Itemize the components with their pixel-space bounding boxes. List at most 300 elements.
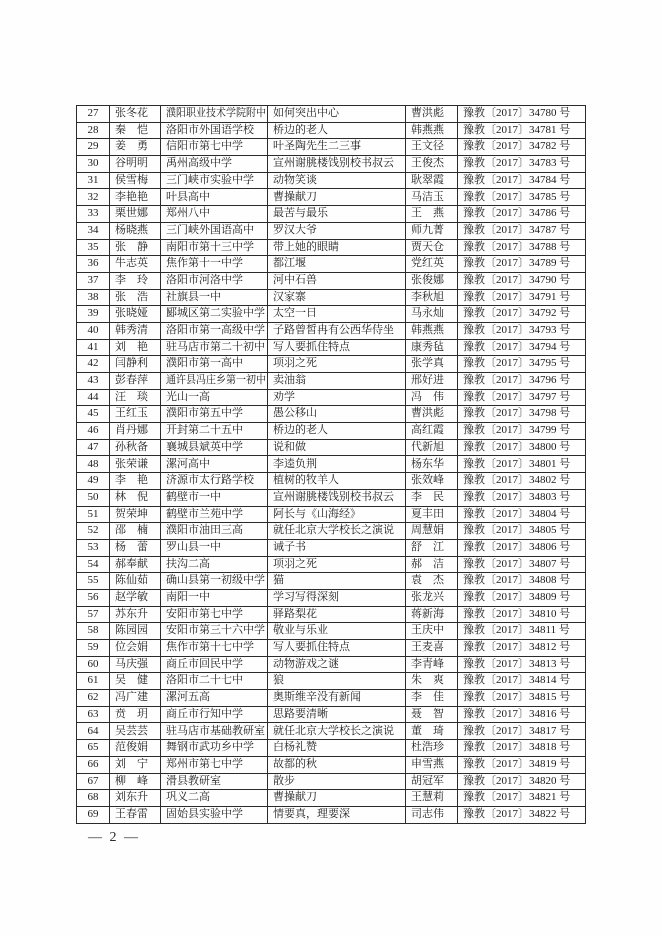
cell-lesson-title: 桥边的老人 [268, 423, 406, 440]
cell-row-number: 54 [77, 556, 110, 573]
cell-teacher-name: 吴 健 [110, 673, 161, 690]
cell-school: 南阳一中 [161, 589, 268, 606]
cell-school: 鹤壁市一中 [161, 489, 268, 506]
cell-certificate-no: 豫教〔2017〕34793 号 [458, 322, 586, 339]
cell-reviewer-name: 周慧娟 [406, 523, 458, 540]
cell-school: 安阳市第七中学 [161, 606, 268, 623]
cell-school: 南阳市第十三中学 [161, 239, 268, 256]
cell-lesson-title: 动物笑谈 [268, 172, 406, 189]
cell-row-number: 49 [77, 473, 110, 490]
cell-certificate-no: 豫教〔2017〕34792 号 [458, 306, 586, 323]
cell-reviewer-name: 马洁玉 [406, 189, 458, 206]
cell-reviewer-name: 蒋新海 [406, 606, 458, 623]
cell-reviewer-name: 马永灿 [406, 306, 458, 323]
cell-teacher-name: 牛志英 [110, 256, 161, 273]
cell-row-number: 35 [77, 239, 110, 256]
cell-row-number: 36 [77, 256, 110, 273]
cell-lesson-title: 带上她的眼睛 [268, 239, 406, 256]
table-row [77, 156, 586, 173]
table-row [77, 423, 586, 440]
cell-school: 叶县高中 [161, 189, 268, 206]
cell-lesson-title: 故都的秋 [268, 756, 406, 773]
cell-row-number: 66 [77, 756, 110, 773]
cell-school: 济源市太行路学校 [161, 473, 268, 490]
cell-reviewer-name: 李 佳 [406, 690, 458, 707]
cell-row-number: 56 [77, 589, 110, 606]
cell-teacher-name: 赵学敏 [110, 589, 161, 606]
cell-school: 商丘市回民中学 [161, 656, 268, 673]
cell-row-number: 30 [77, 156, 110, 173]
cell-school: 洛阳市第一高级中学 [161, 322, 268, 339]
cell-teacher-name: 陈仙茹 [110, 573, 161, 590]
table-row [77, 573, 586, 590]
table-row [77, 222, 586, 239]
cell-teacher-name: 吴芸芸 [110, 723, 161, 740]
cell-reviewer-name: 贾天仓 [406, 239, 458, 256]
table-row [77, 656, 586, 673]
table-row [77, 239, 586, 256]
cell-lesson-title: 宣州谢朓楼饯别校书叔云 [268, 156, 406, 173]
cell-row-number: 61 [77, 673, 110, 690]
cell-lesson-title: 如何突出中心 [268, 106, 406, 123]
cell-row-number: 37 [77, 272, 110, 289]
cell-lesson-title: 子路曾皙冉有公西华侍坐 [268, 322, 406, 339]
cell-school: 漯河高中 [161, 456, 268, 473]
cell-certificate-no: 豫教〔2017〕34819 号 [458, 756, 586, 773]
cell-lesson-title: 诫子书 [268, 539, 406, 556]
table-row [77, 456, 586, 473]
cell-reviewer-name: 曹洪彪 [406, 106, 458, 123]
cell-school: 商丘市行知中学 [161, 706, 268, 723]
cell-teacher-name: 韩秀清 [110, 322, 161, 339]
cell-certificate-no: 豫教〔2017〕34799 号 [458, 423, 586, 440]
cell-row-number: 47 [77, 439, 110, 456]
cell-school: 固始县实验中学 [161, 806, 268, 823]
cell-reviewer-name: 高红霞 [406, 423, 458, 440]
cell-reviewer-name: 李秋旭 [406, 289, 458, 306]
cell-lesson-title: 卖油翁 [268, 373, 406, 390]
cell-reviewer-name: 张龙兴 [406, 589, 458, 606]
cell-lesson-title: 写人要抓住特点 [268, 640, 406, 657]
cell-lesson-title: 情要真，理要深 [268, 806, 406, 823]
cell-teacher-name: 冯广建 [110, 690, 161, 707]
table-row [77, 773, 586, 790]
cell-school: 滑县教研室 [161, 773, 268, 790]
cell-teacher-name: 苏东升 [110, 606, 161, 623]
cell-school: 驻马店市第二十初中 [161, 339, 268, 356]
cell-teacher-name: 张 浩 [110, 289, 161, 306]
cell-certificate-no: 豫教〔2017〕34809 号 [458, 589, 586, 606]
cell-school: 郾城区第二实验中学 [161, 306, 268, 323]
cell-school: 鹤壁市兰苑中学 [161, 506, 268, 523]
cell-certificate-no: 豫教〔2017〕34796 号 [458, 373, 586, 390]
cell-certificate-no: 豫教〔2017〕34783 号 [458, 156, 586, 173]
cell-teacher-name: 李 玲 [110, 272, 161, 289]
cell-certificate-no: 豫教〔2017〕34788 号 [458, 239, 586, 256]
cell-certificate-no: 豫教〔2017〕34790 号 [458, 272, 586, 289]
cell-school: 罗山县一中 [161, 539, 268, 556]
table-row [77, 806, 586, 823]
cell-teacher-name: 谷明明 [110, 156, 161, 173]
cell-lesson-title: 奥斯维辛没有新闻 [268, 690, 406, 707]
cell-teacher-name: 李 艳 [110, 473, 161, 490]
cell-row-number: 62 [77, 690, 110, 707]
cell-certificate-no: 豫教〔2017〕34800 号 [458, 439, 586, 456]
cell-lesson-title: 写人要抓住特点 [268, 339, 406, 356]
table-row [77, 506, 586, 523]
cell-reviewer-name: 王 燕 [406, 206, 458, 223]
cell-lesson-title: 动物游戏之谜 [268, 656, 406, 673]
cell-lesson-title: 阿长与《山海经》 [268, 506, 406, 523]
cell-certificate-no: 豫教〔2017〕34782 号 [458, 139, 586, 156]
cell-reviewer-name: 王慧莉 [406, 790, 458, 807]
cell-certificate-no: 豫教〔2017〕34784 号 [458, 172, 586, 189]
cell-reviewer-name: 李青峰 [406, 656, 458, 673]
cell-school: 扶沟二高 [161, 556, 268, 573]
cell-teacher-name: 贲 玥 [110, 706, 161, 723]
table-row [77, 406, 586, 423]
cell-teacher-name: 杨晓燕 [110, 222, 161, 239]
table-row [77, 439, 586, 456]
cell-lesson-title: 桥边的老人 [268, 122, 406, 139]
cell-teacher-name: 姜 勇 [110, 139, 161, 156]
cell-row-number: 45 [77, 406, 110, 423]
cell-row-number: 65 [77, 740, 110, 757]
cell-certificate-no: 豫教〔2017〕34814 号 [458, 673, 586, 690]
cell-reviewer-name: 司志伟 [406, 806, 458, 823]
table-row [77, 122, 586, 139]
cell-reviewer-name: 夏丰田 [406, 506, 458, 523]
cell-row-number: 63 [77, 706, 110, 723]
cell-certificate-no: 豫教〔2017〕34781 号 [458, 122, 586, 139]
table-row [77, 740, 586, 757]
cell-certificate-no: 豫教〔2017〕34791 号 [458, 289, 586, 306]
cell-school: 三门峡市实验中学 [161, 172, 268, 189]
cell-lesson-title: 罗汉大爷 [268, 222, 406, 239]
table-row [77, 172, 586, 189]
cell-teacher-name: 刘 宁 [110, 756, 161, 773]
cell-reviewer-name: 董 琦 [406, 723, 458, 740]
cell-certificate-no: 豫教〔2017〕34798 号 [458, 406, 586, 423]
cell-teacher-name: 孙秋备 [110, 439, 161, 456]
cell-row-number: 31 [77, 172, 110, 189]
cell-row-number: 40 [77, 322, 110, 339]
cell-lesson-title: 汉家寨 [268, 289, 406, 306]
cell-row-number: 28 [77, 122, 110, 139]
cell-teacher-name: 李艳艳 [110, 189, 161, 206]
cell-row-number: 27 [77, 106, 110, 123]
cell-row-number: 39 [77, 306, 110, 323]
cell-row-number: 38 [77, 289, 110, 306]
cell-row-number: 67 [77, 773, 110, 790]
cell-reviewer-name: 郝 洁 [406, 556, 458, 573]
cell-certificate-no: 豫教〔2017〕34815 号 [458, 690, 586, 707]
cell-school: 光山一高 [161, 389, 268, 406]
cell-row-number: 44 [77, 389, 110, 406]
table-row [77, 523, 586, 540]
cell-certificate-no: 豫教〔2017〕34803 号 [458, 489, 586, 506]
cell-lesson-title: 最苦与最乐 [268, 206, 406, 223]
cell-certificate-no: 豫教〔2017〕34797 号 [458, 389, 586, 406]
cell-teacher-name: 刘 艳 [110, 339, 161, 356]
cell-lesson-title: 河中石兽 [268, 272, 406, 289]
cell-row-number: 34 [77, 222, 110, 239]
cell-school: 舞钢市武功乡中学 [161, 740, 268, 757]
table-row [77, 489, 586, 506]
cell-row-number: 55 [77, 573, 110, 590]
cell-school: 开封第二十五中 [161, 423, 268, 440]
cell-reviewer-name: 韩燕燕 [406, 122, 458, 139]
cell-school: 确山县第一初级中学 [161, 573, 268, 590]
table-row [77, 206, 586, 223]
cell-teacher-name: 汪 琰 [110, 389, 161, 406]
cell-reviewer-name: 舒 江 [406, 539, 458, 556]
cell-school: 驻马店市基础教研室 [161, 723, 268, 740]
cell-lesson-title: 项羽之死 [268, 556, 406, 573]
cell-school: 巩义二高 [161, 790, 268, 807]
cell-certificate-no: 豫教〔2017〕34795 号 [458, 356, 586, 373]
cell-lesson-title: 曹操献刀 [268, 189, 406, 206]
cell-school: 洛阳市河洛中学 [161, 272, 268, 289]
cell-school: 郑州市第七中学 [161, 756, 268, 773]
table-row [77, 322, 586, 339]
cell-certificate-no: 豫教〔2017〕34812 号 [458, 640, 586, 657]
cell-certificate-no: 豫教〔2017〕34811 号 [458, 623, 586, 640]
table-row [77, 356, 586, 373]
table-row [77, 723, 586, 740]
cell-row-number: 42 [77, 356, 110, 373]
cell-row-number: 58 [77, 623, 110, 640]
cell-certificate-no: 豫教〔2017〕34802 号 [458, 473, 586, 490]
cell-row-number: 33 [77, 206, 110, 223]
cell-certificate-no: 豫教〔2017〕34794 号 [458, 339, 586, 356]
cell-reviewer-name: 代新旭 [406, 439, 458, 456]
cell-reviewer-name: 申雪燕 [406, 756, 458, 773]
table-row [77, 690, 586, 707]
cell-school: 濮阳市油田三高 [161, 523, 268, 540]
cell-lesson-title: 敬业与乐业 [268, 623, 406, 640]
cell-lesson-title: 就任北京大学校长之演说 [268, 523, 406, 540]
cell-row-number: 64 [77, 723, 110, 740]
cell-certificate-no: 豫教〔2017〕34810 号 [458, 606, 586, 623]
cell-reviewer-name: 杜浩珍 [406, 740, 458, 757]
cell-school: 襄城县斌英中学 [161, 439, 268, 456]
cell-certificate-no: 豫教〔2017〕34818 号 [458, 740, 586, 757]
cell-certificate-no: 豫教〔2017〕34789 号 [458, 256, 586, 273]
cell-teacher-name: 张晓娅 [110, 306, 161, 323]
cell-row-number: 57 [77, 606, 110, 623]
cell-lesson-title: 项羽之死 [268, 356, 406, 373]
cell-school: 濮阳市第五中学 [161, 406, 268, 423]
table-row [77, 189, 586, 206]
cell-lesson-title: 都江堰 [268, 256, 406, 273]
table-row [77, 623, 586, 640]
cell-school: 濮阳职业技术学院附中 [161, 106, 268, 123]
page-number-footer: — 2 — [88, 830, 140, 845]
cell-teacher-name: 肖丹娜 [110, 423, 161, 440]
cell-certificate-no: 豫教〔2017〕34787 号 [458, 222, 586, 239]
table-row [77, 790, 586, 807]
cell-reviewer-name: 张俊娜 [406, 272, 458, 289]
cell-certificate-no: 豫教〔2017〕34785 号 [458, 189, 586, 206]
cell-teacher-name: 张荣谦 [110, 456, 161, 473]
cell-lesson-title: 白杨礼赞 [268, 740, 406, 757]
cell-lesson-title: 就任北京大学校长之演说 [268, 723, 406, 740]
cell-teacher-name: 郝奉献 [110, 556, 161, 573]
cell-reviewer-name: 张学真 [406, 356, 458, 373]
table-row [77, 556, 586, 573]
cell-lesson-title: 植树的牧羊人 [268, 473, 406, 490]
cell-teacher-name: 陈园园 [110, 623, 161, 640]
cell-reviewer-name: 杨东华 [406, 456, 458, 473]
cell-row-number: 50 [77, 489, 110, 506]
cell-reviewer-name: 张效峰 [406, 473, 458, 490]
cell-lesson-title: 学习写得深刻 [268, 589, 406, 606]
cell-reviewer-name: 师九菁 [406, 222, 458, 239]
cell-reviewer-name: 王文径 [406, 139, 458, 156]
table-row [77, 640, 586, 657]
cell-teacher-name: 马庆强 [110, 656, 161, 673]
cell-reviewer-name: 王俊杰 [406, 156, 458, 173]
cell-reviewer-name: 朱 爽 [406, 673, 458, 690]
cell-row-number: 59 [77, 640, 110, 657]
table-row [77, 306, 586, 323]
cell-reviewer-name: 康秀毡 [406, 339, 458, 356]
cell-teacher-name: 王春雷 [110, 806, 161, 823]
cell-teacher-name: 闫静利 [110, 356, 161, 373]
cell-teacher-name: 彭春萍 [110, 373, 161, 390]
table-row [77, 706, 586, 723]
cell-reviewer-name: 冯 伟 [406, 389, 458, 406]
table-row [77, 756, 586, 773]
cell-lesson-title: 宣州谢朓楼饯别校书叔云 [268, 489, 406, 506]
cell-teacher-name: 栗世娜 [110, 206, 161, 223]
table-row [77, 606, 586, 623]
cell-row-number: 29 [77, 139, 110, 156]
cell-reviewer-name: 胡冠军 [406, 773, 458, 790]
cell-reviewer-name: 韩燕燕 [406, 322, 458, 339]
cell-lesson-title: 说和做 [268, 439, 406, 456]
cell-row-number: 41 [77, 339, 110, 356]
cell-teacher-name: 林 倪 [110, 489, 161, 506]
cell-certificate-no: 豫教〔2017〕34817 号 [458, 723, 586, 740]
cell-certificate-no: 豫教〔2017〕34808 号 [458, 573, 586, 590]
cell-reviewer-name: 曹洪彪 [406, 406, 458, 423]
cell-row-number: 43 [77, 373, 110, 390]
cell-row-number: 51 [77, 506, 110, 523]
cell-certificate-no: 豫教〔2017〕34780 号 [458, 106, 586, 123]
table-row [77, 473, 586, 490]
table-row [77, 139, 586, 156]
table-row [77, 539, 586, 556]
cell-teacher-name: 柳 峰 [110, 773, 161, 790]
cell-lesson-title: 劝学 [268, 389, 406, 406]
table-row [77, 373, 586, 390]
cell-certificate-no: 豫教〔2017〕34822 号 [458, 806, 586, 823]
table-row [77, 339, 586, 356]
cell-row-number: 60 [77, 656, 110, 673]
cell-teacher-name: 刘东升 [110, 790, 161, 807]
cell-certificate-no: 豫教〔2017〕34801 号 [458, 456, 586, 473]
cell-certificate-no: 豫教〔2017〕34820 号 [458, 773, 586, 790]
cell-lesson-title: 李逵负荆 [268, 456, 406, 473]
cell-row-number: 53 [77, 539, 110, 556]
cell-school: 通许县冯庄乡第一初中 [161, 373, 268, 390]
cell-teacher-name: 张冬花 [110, 106, 161, 123]
cell-school: 洛阳市二十七中 [161, 673, 268, 690]
cell-row-number: 46 [77, 423, 110, 440]
cell-teacher-name: 张 静 [110, 239, 161, 256]
cell-reviewer-name: 王麦喜 [406, 640, 458, 657]
cell-certificate-no: 豫教〔2017〕34804 号 [458, 506, 586, 523]
cell-reviewer-name: 袁 杰 [406, 573, 458, 590]
cell-school: 焦作市第十七中学 [161, 640, 268, 657]
cell-reviewer-name: 邢好进 [406, 373, 458, 390]
cell-certificate-no: 豫教〔2017〕34821 号 [458, 790, 586, 807]
cell-certificate-no: 豫教〔2017〕34807 号 [458, 556, 586, 573]
table-row [77, 272, 586, 289]
cell-row-number: 32 [77, 189, 110, 206]
cell-lesson-title: 叶圣陶先生二三事 [268, 139, 406, 156]
cell-row-number: 69 [77, 806, 110, 823]
cell-teacher-name: 王红玉 [110, 406, 161, 423]
cell-lesson-title: 猫 [268, 573, 406, 590]
cell-school: 社旗县一中 [161, 289, 268, 306]
cell-school: 禹州高级中学 [161, 156, 268, 173]
cell-reviewer-name: 李 民 [406, 489, 458, 506]
table-row [77, 106, 586, 123]
cell-school: 郑州八中 [161, 206, 268, 223]
cell-school: 洛阳市外国语学校 [161, 122, 268, 139]
table-row [77, 256, 586, 273]
cell-certificate-no: 豫教〔2017〕34813 号 [458, 656, 586, 673]
cell-teacher-name: 贺荣坤 [110, 506, 161, 523]
cell-row-number: 52 [77, 523, 110, 540]
cell-reviewer-name: 耿翠霞 [406, 172, 458, 189]
table-row [77, 389, 586, 406]
cell-school: 信阳市第七中学 [161, 139, 268, 156]
cell-row-number: 48 [77, 456, 110, 473]
cell-school: 漯河五高 [161, 690, 268, 707]
cell-lesson-title: 太空一日 [268, 306, 406, 323]
certificate-list-table [76, 105, 586, 824]
cell-school: 焦作第十一中学 [161, 256, 268, 273]
cell-teacher-name: 侯雪梅 [110, 172, 161, 189]
cell-lesson-title: 曹操献刀 [268, 790, 406, 807]
cell-row-number: 68 [77, 790, 110, 807]
cell-teacher-name: 邵 楠 [110, 523, 161, 540]
cell-reviewer-name: 王庆中 [406, 623, 458, 640]
cell-lesson-title: 狼 [268, 673, 406, 690]
cell-lesson-title: 思路要清晰 [268, 706, 406, 723]
cell-reviewer-name: 聂 智 [406, 706, 458, 723]
cell-certificate-no: 豫教〔2017〕34806 号 [458, 539, 586, 556]
cell-lesson-title: 愚公移山 [268, 406, 406, 423]
cell-certificate-no: 豫教〔2017〕34805 号 [458, 523, 586, 540]
cell-school: 安阳市第三十六中学 [161, 623, 268, 640]
certificate-list-table-body [77, 106, 586, 824]
cell-certificate-no: 豫教〔2017〕34786 号 [458, 206, 586, 223]
cell-teacher-name: 杨 蕾 [110, 539, 161, 556]
cell-lesson-title: 驿路梨花 [268, 606, 406, 623]
table-row [77, 289, 586, 306]
cell-school: 三门峡外国语高中 [161, 222, 268, 239]
cell-teacher-name: 秦 恺 [110, 122, 161, 139]
table-row [77, 673, 586, 690]
cell-school: 濮阳市第一高中 [161, 356, 268, 373]
cell-lesson-title: 散步 [268, 773, 406, 790]
cell-teacher-name: 位会娟 [110, 640, 161, 657]
